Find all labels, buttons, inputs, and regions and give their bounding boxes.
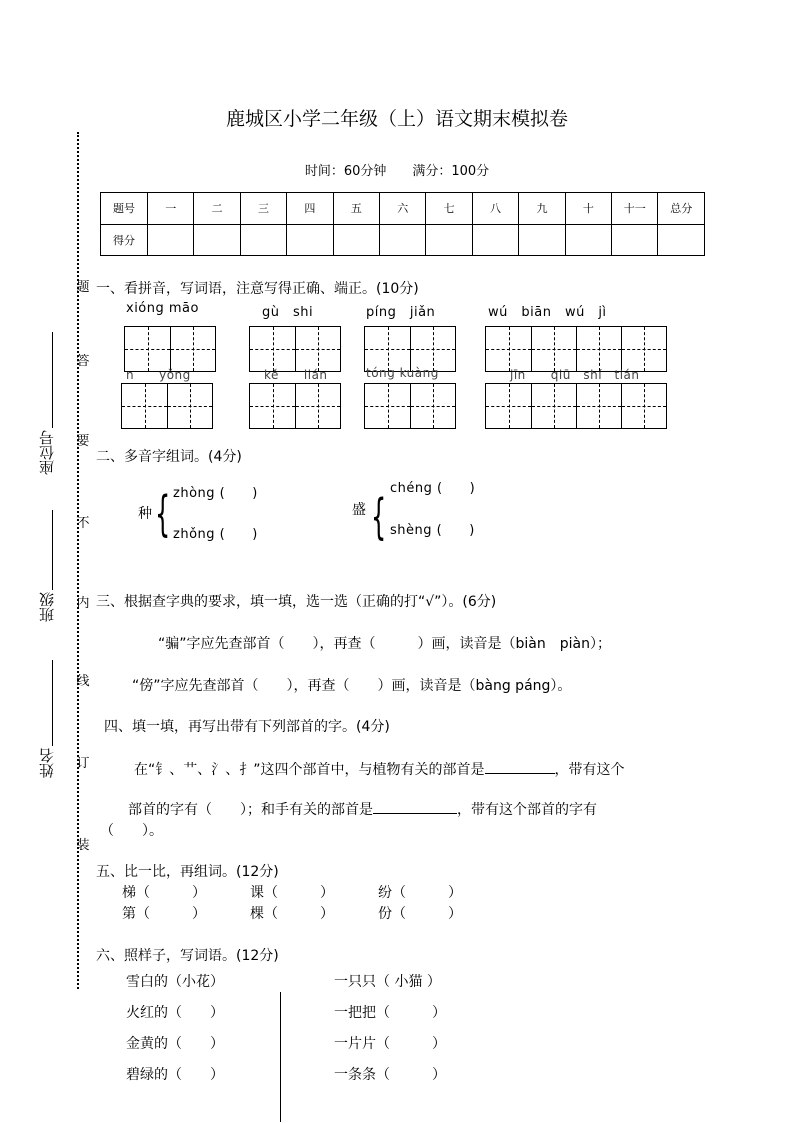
score-cell[interactable] — [426, 224, 472, 256]
section-6-title: 六、照样子，写词语。(12分) — [96, 948, 279, 964]
section-3-title: 三、根据查字典的要求，填一填，选一选（正确的打“√”）。(6分) — [96, 594, 497, 610]
table-header-cell: 一 — [148, 193, 194, 225]
brace: { — [155, 486, 171, 542]
table-header-cell: 七 — [426, 193, 472, 225]
margin-char: 线 — [76, 674, 90, 689]
pinyin: gù shi — [262, 305, 314, 320]
class-label: 班级 — [38, 592, 56, 622]
question-text: 部首的字有（ ）；和手有关的部首是 — [128, 802, 373, 818]
table-header-cell: 题号 — [101, 193, 148, 225]
pinyin: píng jiǎn — [366, 305, 436, 320]
pinyin-answer[interactable]: zhòng ( ) — [173, 486, 258, 501]
pinyin-answer[interactable]: zhǒng ( ) — [173, 527, 258, 542]
score-cell[interactable] — [658, 224, 705, 256]
name-label: 姓名 — [38, 748, 56, 778]
section-4-title: 四、填一填，再写出带有下列部首的字。(4分) — [104, 719, 390, 735]
table-header-cell: 八 — [472, 193, 518, 225]
polyphone-char: 种 — [138, 506, 152, 522]
table-header-cell: 二 — [194, 193, 240, 225]
class-blank[interactable] — [52, 510, 53, 590]
question-line — [134, 759, 625, 779]
compare-item[interactable]: 课（ ） — [250, 885, 334, 901]
margin-char: 要 — [76, 434, 90, 449]
writing-grid[interactable] — [364, 383, 456, 429]
section-2-title: 二、多音字组词。(4分) — [96, 449, 242, 465]
phrase-item[interactable]: 金黄的（ ） — [126, 1036, 224, 1052]
phrase-item[interactable]: 一条条（ ） — [334, 1067, 446, 1083]
margin-char: 题 — [76, 280, 90, 295]
table-header-cell: 三 — [240, 193, 286, 225]
table-header-cell: 十一 — [612, 193, 658, 225]
score-cell[interactable] — [380, 224, 426, 256]
section-5-title: 五、比一比，再组词。(12分) — [96, 864, 279, 880]
table-row — [101, 224, 705, 256]
pinyin: kě lián — [264, 368, 328, 382]
score-cell[interactable] — [240, 224, 286, 256]
pinyin-answer[interactable]: chéng ( ) — [390, 481, 476, 496]
compare-item[interactable]: 棵（ ） — [250, 906, 334, 922]
score-cell[interactable] — [194, 224, 240, 256]
example-item: 一只只（ 小猫 ） — [334, 974, 441, 990]
table-header-cell: 总分 — [658, 193, 705, 225]
margin-char: 不 — [76, 516, 90, 531]
score-cell[interactable] — [612, 224, 658, 256]
writing-grid[interactable] — [485, 383, 667, 429]
score-cell[interactable] — [565, 224, 611, 256]
compare-item[interactable]: 梯（ ） — [122, 885, 206, 901]
binding-dotted-line — [77, 132, 79, 989]
score-cell[interactable] — [148, 224, 194, 256]
score-cell[interactable] — [519, 224, 565, 256]
margin-char: 装 — [76, 838, 90, 853]
polyphone-char: 盛 — [352, 502, 366, 518]
table-header-cell: 四 — [287, 193, 333, 225]
answer-blank[interactable] — [373, 813, 457, 814]
question-line: （ ）。 — [100, 823, 163, 839]
margin-char: 订 — [76, 756, 90, 771]
question-line: “骗”字应先查部首（ ），再查（ ）画，读音是（biàn piàn）； — [158, 636, 611, 652]
compare-item[interactable]: 第（ ） — [122, 906, 206, 922]
score-cell[interactable] — [333, 224, 379, 256]
answer-blank[interactable] — [485, 773, 555, 774]
pinyin: wú biān wú jì — [488, 305, 607, 320]
phrase-item[interactable]: 一片片（ ） — [334, 1036, 446, 1052]
score-cell[interactable] — [287, 224, 333, 256]
table-row — [101, 193, 705, 225]
example-item: 雪白的（小花） — [126, 974, 224, 990]
seat-number-label: 座位号 — [38, 430, 56, 475]
question-line — [128, 799, 597, 819]
question-text: 在“钅、艹、氵、扌”这四个部首中，与植物有关的部首是 — [134, 762, 485, 778]
table-header-cell: 十 — [565, 193, 611, 225]
score-cell[interactable] — [472, 224, 518, 256]
margin-char: 内 — [76, 596, 90, 611]
pinyin: xióng māo — [126, 301, 199, 316]
phrase-item[interactable]: 一把把（ ） — [334, 1005, 446, 1021]
brace: { — [371, 489, 387, 545]
column-divider — [280, 992, 281, 1122]
name-blank[interactable] — [52, 660, 53, 746]
seat-number-blank[interactable] — [52, 332, 53, 428]
pinyin-answer[interactable]: shèng ( ) — [390, 523, 475, 538]
exam-info: 时间：60分钟 满分：100分 — [304, 164, 490, 179]
pinyin: jīn qiū shí tián — [510, 368, 640, 382]
page-title: 鹿城区小学二年级（上）语文期末模拟卷 — [225, 108, 568, 130]
question-text: ，带有这个 — [554, 762, 625, 778]
margin-char: 答 — [76, 354, 90, 369]
section-1-title: 一、看拼音，写词语，注意写得正确、端正。(10分) — [96, 281, 419, 297]
phrase-item[interactable]: 火红的（ ） — [126, 1005, 224, 1021]
pinyin: tóng kuàng — [366, 366, 439, 380]
compare-item[interactable]: 纷（ ） — [378, 885, 462, 901]
writing-grid[interactable] — [249, 383, 341, 429]
pinyin: n yǒng — [126, 368, 191, 382]
question-line: “傍”字应先查部首（ ），再查（ ）画，读音是（bàng páng）。 — [132, 678, 572, 694]
table-row-label: 得分 — [101, 224, 148, 256]
table-header-cell: 六 — [380, 193, 426, 225]
phrase-item[interactable]: 碧绿的（ ） — [126, 1067, 224, 1083]
question-text: ，带有这个部首的字有 — [457, 802, 597, 818]
table-header-cell: 九 — [519, 193, 565, 225]
table-header-cell: 五 — [333, 193, 379, 225]
compare-item[interactable]: 份（ ） — [378, 906, 462, 922]
writing-grid[interactable] — [121, 383, 213, 429]
score-table — [100, 192, 705, 256]
